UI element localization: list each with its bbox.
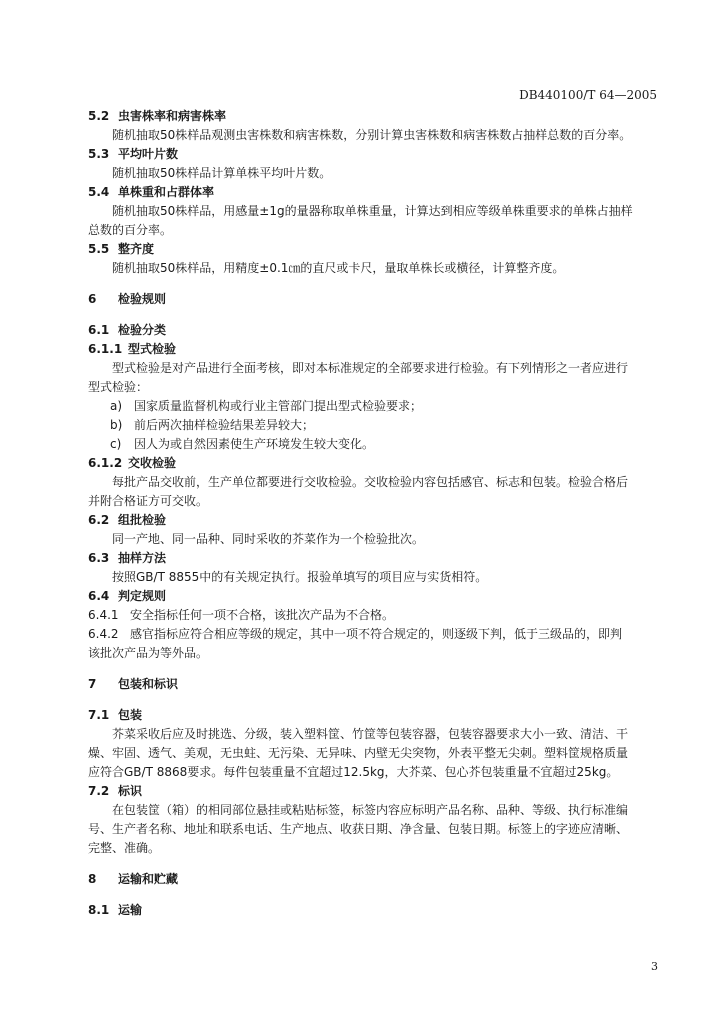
paragraph-5-2: 随机抽取50株样品观测虫害株数和病害株数，分别计算虫害株数和病害株数占抽样总数的百分率。	[112, 128, 632, 142]
paragraph-7-1-line2: 燥、牢固、透气、美观，无虫蛀、无污染、无异味、内壁无尖突物，外表平整无尖刺。塑料筐规格质量	[88, 746, 629, 760]
heading-6-1-2: 6.1.2 交收检验	[88, 456, 177, 470]
heading-6-1-1: 6.1.1 型式检验	[88, 342, 177, 356]
heading-5-3: 5.3 平均叶片数	[88, 147, 179, 161]
heading-7-2: 7.2 标识	[88, 784, 143, 798]
paragraph-6-3: 按照GB/T 8855中的有关规定执行。报验单填写的项目应与实货相符。	[112, 570, 488, 584]
heading-6-3: 6.3 抽样方法	[88, 551, 167, 565]
paragraph-6-2: 同一产地、同一品种、同时采收的芥菜作为一个检验批次。	[112, 532, 425, 546]
rule-6-4-2-line2: 该批次产品为等外品。	[88, 646, 209, 660]
paragraph-6-1-2-line2: 并附合格证方可交收。	[88, 494, 209, 508]
page-number: 3	[651, 960, 658, 973]
list-item: a) 国家质量监督机构或行业主管部门提出型式检验要求；	[110, 399, 423, 413]
list-item: c) 因人为或自然因素使生产环境发生较大变化。	[110, 437, 375, 451]
list-item: b) 前后两次抽样检验结果差异较大；	[110, 418, 315, 432]
paragraph-5-5: 随机抽取50株样品，用精度±0.1㎝的直尺或卡尺，量取单株长或横径，计算整齐度。	[112, 261, 565, 275]
heading-6-4: 6.4 判定规则	[88, 589, 167, 603]
heading-8: 8 运输和贮藏	[88, 872, 179, 886]
paragraph-6-1-1-line1: 型式检验是对产品进行全面考核，即对本标准规定的全部要求进行检验。有下列情形之一者应进行	[112, 361, 629, 375]
document-code: DB440100/T 64—2005	[519, 88, 657, 102]
heading-6: 6 检验规则	[88, 292, 167, 306]
paragraph-7-2-line3: 完整、准确。	[88, 841, 161, 855]
heading-5-4: 5.4 单株重和占群体率	[88, 185, 215, 199]
heading-7-1: 7.1 包装	[88, 708, 143, 722]
rule-6-4-1: 6.4.1 安全指标任何一项不合格，该批次产品为不合格。	[88, 608, 395, 622]
heading-6-1: 6.1 检验分类	[88, 323, 167, 337]
heading-5-5: 5.5 整齐度	[88, 242, 155, 256]
heading-7: 7 包装和标识	[88, 677, 179, 691]
paragraph-6-1-1-line2: 型式检验：	[88, 380, 149, 394]
paragraph-5-4-line2: 总数的百分率。	[88, 223, 173, 237]
paragraph-5-3: 随机抽取50株样品计算单株平均叶片数。	[112, 166, 332, 180]
paragraph-7-1-line3: 应符合GB/T 8868要求。每件包装重量不宜超过12.5kg，大芥菜、包心芥包装重量不宜超过25kg。	[88, 765, 619, 779]
paragraph-5-4-line1: 随机抽取50株样品，用感量±1g的量器称取单株重量，计算达到相应等级单株重要求的单株占抽样	[112, 204, 633, 218]
heading-6-2: 6.2 组批检验	[88, 513, 167, 527]
heading-5-2: 5.2 虫害株率和病害株率	[88, 109, 227, 123]
paragraph-7-2-line1: 在包装筐（箱）的相同部位悬挂或粘贴标签，标签内容应标明产品名称、品种、等级、执行标准编	[112, 803, 629, 817]
paragraph-6-1-2-line1: 每批产品交收前，生产单位都要进行交收检验。交收检验内容包括感官、标志和包装。检验合格后	[112, 475, 629, 489]
document-body	[88, 107, 658, 920]
paragraph-7-2-line2: 号、生产者名称、地址和联系电话、生产地点、收获日期、净含量、包装日期。标签上的字迹应清晰、	[88, 822, 629, 836]
rule-6-4-2-line1: 6.4.2 感官指标应符合相应等级的规定，其中一项不符合规定的，则逐级下判，低于三级品的，即判	[88, 627, 623, 641]
paragraph-7-1-line1: 芥菜采收后应及时挑选、分级，装入塑料筐、竹筐等包装容器，包装容器要求大小一致、清洁、干	[112, 727, 629, 741]
heading-8-1: 8.1 运输	[88, 903, 143, 917]
